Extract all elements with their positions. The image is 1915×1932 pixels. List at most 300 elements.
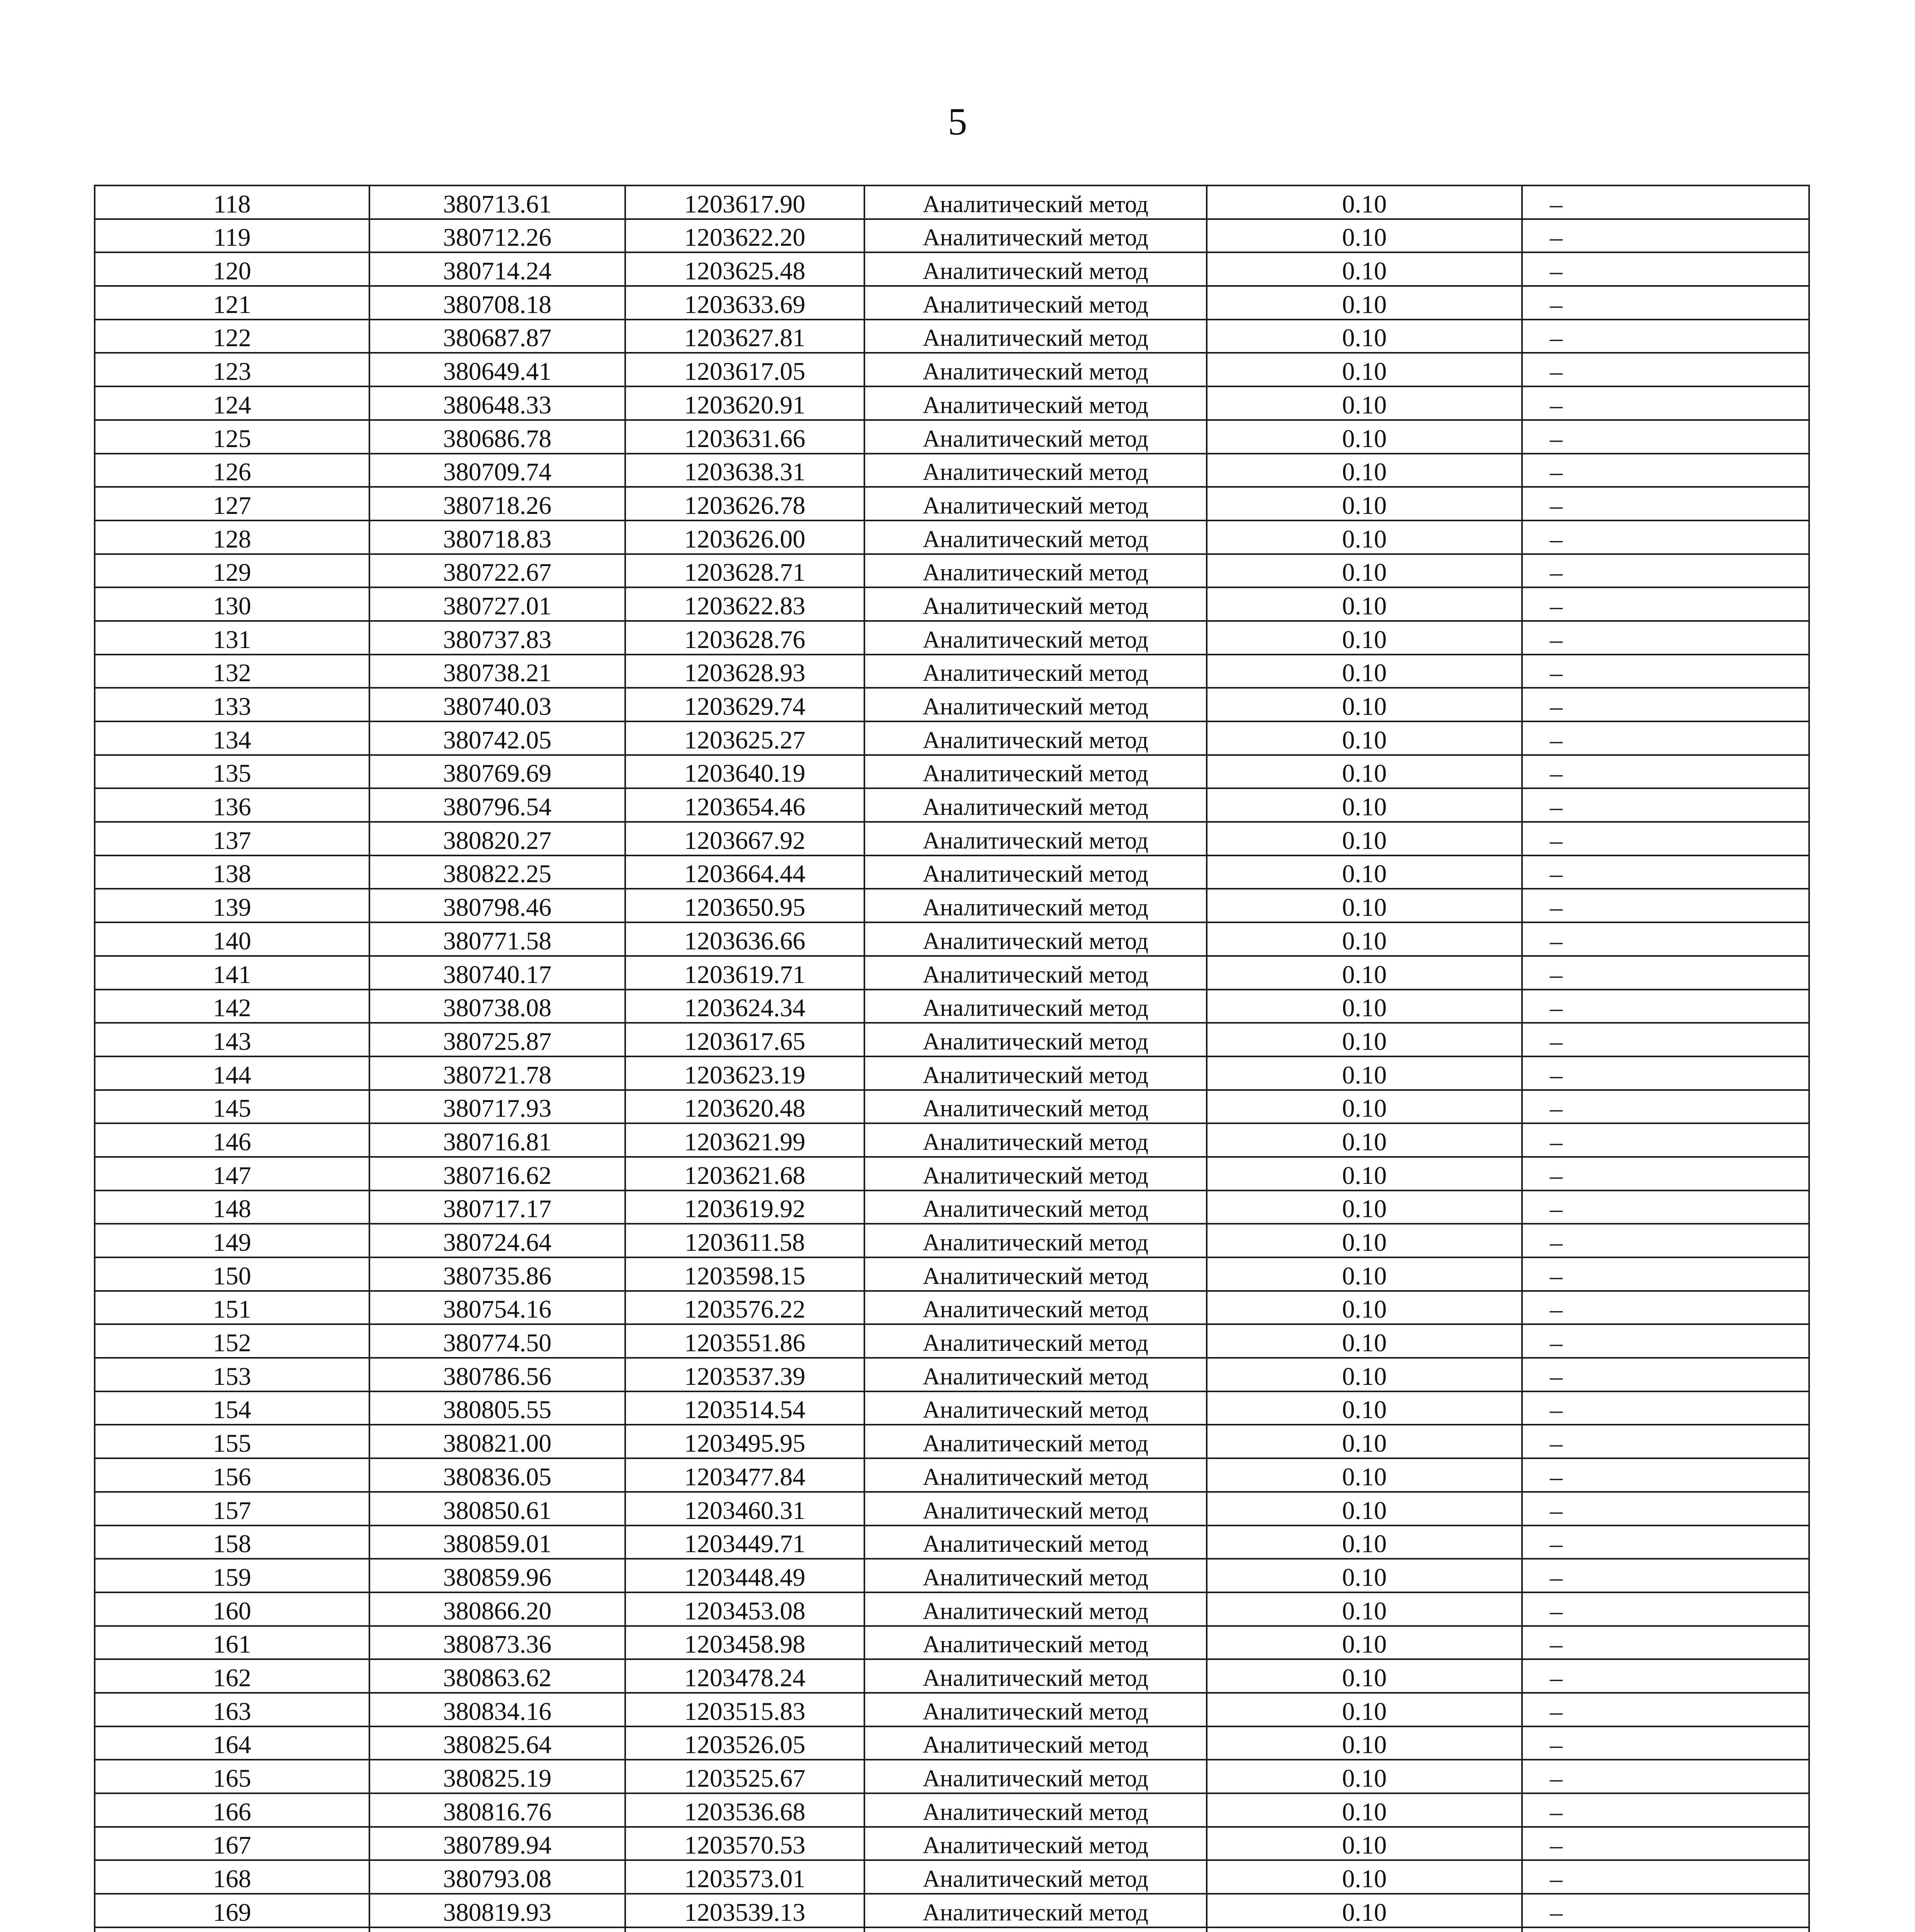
y-coordinate-cell: 1203617.90: [625, 185, 864, 219]
note-cell: –: [1522, 1291, 1809, 1325]
method-cell: Аналитический метод: [864, 1190, 1207, 1224]
y-coordinate-cell: 1203619.71: [625, 956, 864, 990]
point-number-cell: 160: [95, 1592, 369, 1626]
method-cell: Аналитический метод: [864, 956, 1207, 990]
y-coordinate-cell: 1203621.99: [625, 1123, 864, 1157]
table-row: [95, 1291, 1809, 1325]
table-row: [95, 889, 1809, 922]
y-coordinate-cell: 1203460.31: [625, 1492, 864, 1526]
y-coordinate-cell: 1203539.13: [625, 1894, 864, 1927]
x-coordinate-cell: 380796.54: [369, 788, 625, 822]
x-coordinate-cell: 380648.33: [369, 386, 625, 420]
y-coordinate-cell: 1203654.46: [625, 788, 864, 822]
table-row: [95, 922, 1809, 956]
note-cell: –: [1522, 420, 1809, 454]
note-cell: –: [1522, 1592, 1809, 1626]
y-coordinate-cell: 1203537.39: [625, 1358, 864, 1391]
method-cell: Аналитический метод: [864, 1526, 1207, 1559]
method-cell: Аналитический метод: [864, 386, 1207, 420]
y-coordinate-cell: 1203458.98: [625, 1626, 864, 1660]
note-cell: –: [1522, 889, 1809, 922]
accuracy-cell: 0.10: [1207, 922, 1522, 956]
note-cell: –: [1522, 1526, 1809, 1559]
table-row: [95, 1257, 1809, 1291]
accuracy-cell: 0.10: [1207, 1123, 1522, 1157]
point-number-cell: 155: [95, 1425, 369, 1458]
x-coordinate-cell: 380738.21: [369, 655, 625, 688]
x-coordinate-cell: 380737.83: [369, 621, 625, 655]
note-cell: –: [1522, 1190, 1809, 1224]
accuracy-cell: 0.10: [1207, 1592, 1522, 1626]
accuracy-cell: 0.10: [1207, 454, 1522, 487]
point-number-cell: 167: [95, 1827, 369, 1861]
note-cell: –: [1522, 587, 1809, 621]
accuracy-cell: 0.10: [1207, 1526, 1522, 1559]
x-coordinate-cell: 380798.46: [369, 889, 625, 922]
method-cell: Аналитический метод: [864, 487, 1207, 520]
method-cell: Аналитический метод: [864, 286, 1207, 320]
method-cell: Аналитический метод: [864, 554, 1207, 588]
point-number-cell: [95, 1927, 369, 1932]
method-cell: Аналитический метод: [864, 1626, 1207, 1660]
note-cell: –: [1522, 1023, 1809, 1056]
method-cell: Аналитический метод: [864, 454, 1207, 487]
table-row: [95, 1090, 1809, 1124]
note-cell: –: [1522, 386, 1809, 420]
y-coordinate-cell: 1203622.20: [625, 219, 864, 253]
accuracy-cell: 0.10: [1207, 1693, 1522, 1726]
y-coordinate-cell: 1203526.05: [625, 1726, 864, 1760]
point-number-cell: 148: [95, 1190, 369, 1224]
y-coordinate-cell: 1203551.86: [625, 1324, 864, 1358]
point-number-cell: 123: [95, 353, 369, 386]
accuracy-cell: 0.10: [1207, 420, 1522, 454]
point-number-cell: 158: [95, 1526, 369, 1559]
note-cell: –: [1522, 1726, 1809, 1760]
table-row: [95, 1693, 1809, 1726]
method-cell: Аналитический метод: [864, 1425, 1207, 1458]
note-cell: –: [1522, 185, 1809, 219]
note-cell: –: [1522, 1559, 1809, 1592]
x-coordinate-cell: 380714.24: [369, 252, 625, 286]
accuracy-cell: 0.10: [1207, 755, 1522, 789]
method-cell: Аналитический метод: [864, 755, 1207, 789]
accuracy-cell: 0.10: [1207, 822, 1522, 855]
note-cell: –: [1522, 922, 1809, 956]
table-row: [95, 621, 1809, 655]
table-row: [95, 1659, 1809, 1693]
table-row: [95, 1726, 1809, 1760]
note-cell: –: [1522, 1659, 1809, 1693]
accuracy-cell: 0.10: [1207, 320, 1522, 353]
table-row: [95, 1592, 1809, 1626]
y-coordinate-cell: 1203628.93: [625, 655, 864, 688]
y-coordinate-cell: 1203453.08: [625, 1592, 864, 1626]
page-number: 5: [948, 100, 967, 143]
x-coordinate-cell: 380724.64: [369, 1224, 625, 1257]
x-coordinate-cell: 380712.26: [369, 219, 625, 253]
table-row: [95, 320, 1809, 353]
method-cell: Аналитический метод: [864, 320, 1207, 353]
table-row: [95, 1793, 1809, 1827]
point-number-cell: 166: [95, 1793, 369, 1827]
note-cell: –: [1522, 990, 1809, 1023]
accuracy-cell: 0.10: [1207, 1860, 1522, 1894]
point-number-cell: 142: [95, 990, 369, 1023]
point-number-cell: 149: [95, 1224, 369, 1257]
table-row: [95, 1123, 1809, 1157]
accuracy-cell: 0.10: [1207, 185, 1522, 219]
method-cell: Аналитический метод: [864, 1257, 1207, 1291]
point-number-cell: 145: [95, 1090, 369, 1124]
y-coordinate-cell: 1203576.22: [625, 1291, 864, 1325]
point-number-cell: 147: [95, 1157, 369, 1190]
y-coordinate-cell: 1203620.48: [625, 1090, 864, 1124]
point-number-cell: 152: [95, 1324, 369, 1358]
method-cell: Аналитический метод: [864, 1358, 1207, 1391]
accuracy-cell: 0.10: [1207, 788, 1522, 822]
table-row: [95, 554, 1809, 588]
y-coordinate-cell: 1203664.44: [625, 855, 864, 889]
accuracy-cell: 0.10: [1207, 621, 1522, 655]
note-cell: –: [1522, 1123, 1809, 1157]
point-number-cell: 136: [95, 788, 369, 822]
y-coordinate-cell: 1203619.92: [625, 1190, 864, 1224]
point-number-cell: 165: [95, 1760, 369, 1793]
method-cell: Аналитический метод: [864, 587, 1207, 621]
point-number-cell: 137: [95, 822, 369, 855]
accuracy-cell: 0.10: [1207, 587, 1522, 621]
method-cell: Аналитический метод: [864, 788, 1207, 822]
y-coordinate-cell: 1203611.58: [625, 1224, 864, 1257]
x-coordinate-cell: 380708.18: [369, 286, 625, 320]
y-coordinate-cell: 1203514.54: [625, 1391, 864, 1425]
point-number-cell: 130: [95, 587, 369, 621]
point-number-cell: 118: [95, 185, 369, 219]
point-number-cell: 135: [95, 755, 369, 789]
x-coordinate-cell: 380754.16: [369, 1291, 625, 1325]
x-coordinate-cell: 380863.62: [369, 1659, 625, 1693]
point-number-cell: 154: [95, 1391, 369, 1425]
y-coordinate-cell: 1203623.19: [625, 1056, 864, 1090]
accuracy-cell: 0.10: [1207, 1425, 1522, 1458]
point-number-cell: 138: [95, 855, 369, 889]
accuracy-cell: 0.10: [1207, 1659, 1522, 1693]
note-cell: –: [1522, 1056, 1809, 1090]
accuracy-cell: 0.10: [1207, 1492, 1522, 1526]
y-coordinate-cell: 1203625.27: [625, 721, 864, 755]
accuracy-cell: 0.10: [1207, 554, 1522, 588]
point-number-cell: 126: [95, 454, 369, 487]
note-cell: –: [1522, 621, 1809, 655]
table-row: [95, 420, 1809, 454]
note-cell: –: [1522, 520, 1809, 554]
method-cell: Аналитический метод: [864, 185, 1207, 219]
x-coordinate-cell: 380709.74: [369, 454, 625, 487]
point-number-cell: 146: [95, 1123, 369, 1157]
x-coordinate-cell: 380789.94: [369, 1827, 625, 1861]
note-cell: –: [1522, 454, 1809, 487]
y-coordinate-cell: 1203625.48: [625, 252, 864, 286]
x-coordinate-cell: 380859.96: [369, 1559, 625, 1592]
point-number-cell: 157: [95, 1492, 369, 1526]
note-cell: –: [1522, 788, 1809, 822]
point-number-cell: 164: [95, 1726, 369, 1760]
table-row: [95, 1391, 1809, 1425]
x-coordinate-cell: 380771.58: [369, 922, 625, 956]
note-cell: –: [1522, 721, 1809, 755]
y-coordinate-cell: 1203638.31: [625, 454, 864, 487]
table-row: [95, 286, 1809, 320]
method-cell: Аналитический метод: [864, 1291, 1207, 1325]
y-coordinate-cell: 1203477.84: [625, 1458, 864, 1492]
point-number-cell: 133: [95, 688, 369, 721]
x-coordinate-cell: 380805.55: [369, 1391, 625, 1425]
note-cell: –: [1522, 1157, 1809, 1190]
note-cell: –: [1522, 1894, 1809, 1927]
x-coordinate-cell: 380722.67: [369, 554, 625, 588]
method-cell: Аналитический метод: [864, 353, 1207, 386]
method-cell: Аналитический метод: [864, 688, 1207, 721]
note-cell: –: [1522, 353, 1809, 386]
method-cell: Аналитический метод: [864, 1693, 1207, 1726]
method-cell: Аналитический метод: [864, 1760, 1207, 1793]
x-coordinate-cell: 380774.50: [369, 1324, 625, 1358]
y-coordinate-cell: 1203449.71: [625, 1526, 864, 1559]
method-cell: Аналитический метод: [864, 1056, 1207, 1090]
method-cell: Аналитический метод: [864, 1157, 1207, 1190]
y-coordinate-cell: 1203626.00: [625, 520, 864, 554]
table-row: [95, 587, 1809, 621]
method-cell: Аналитический метод: [864, 1592, 1207, 1626]
table-row: [95, 990, 1809, 1023]
x-coordinate-cell: 380738.08: [369, 990, 625, 1023]
table-row: [95, 822, 1809, 855]
accuracy-cell: 0.10: [1207, 1224, 1522, 1257]
accuracy-cell: 0.10: [1207, 1559, 1522, 1592]
point-number-cell: 153: [95, 1358, 369, 1391]
accuracy-cell: 0.10: [1207, 688, 1522, 721]
x-coordinate-cell: 380822.25: [369, 855, 625, 889]
point-number-cell: 124: [95, 386, 369, 420]
y-coordinate-cell: 1203628.71: [625, 554, 864, 588]
method-cell: Аналитический метод: [864, 990, 1207, 1023]
point-number-cell: 151: [95, 1291, 369, 1325]
x-coordinate-cell: 380786.56: [369, 1358, 625, 1391]
accuracy-cell: 0.10: [1207, 353, 1522, 386]
table-row: [95, 219, 1809, 253]
table-row: [95, 1224, 1809, 1257]
y-coordinate-cell: 1203633.69: [625, 286, 864, 320]
accuracy-cell: 0.10: [1207, 1726, 1522, 1760]
accuracy-cell: 0.10: [1207, 219, 1522, 253]
method-cell: Аналитический метод: [864, 1090, 1207, 1124]
x-coordinate-cell: 380873.36: [369, 1626, 625, 1660]
x-coordinate-cell: 380735.86: [369, 1257, 625, 1291]
note-cell: –: [1522, 554, 1809, 588]
y-coordinate-cell: 1203495.95: [625, 1425, 864, 1458]
point-number-cell: 159: [95, 1559, 369, 1592]
y-coordinate-cell: 1203629.74: [625, 688, 864, 721]
point-number-cell: 141: [95, 956, 369, 990]
table-row: [95, 1894, 1809, 1927]
table-row: [95, 1023, 1809, 1056]
point-number-cell: 131: [95, 621, 369, 655]
x-coordinate-cell: 380769.69: [369, 755, 625, 789]
y-coordinate-cell: 1203627.81: [625, 320, 864, 353]
y-coordinate-cell: 1203640.19: [625, 755, 864, 789]
table-row: [95, 1526, 1809, 1559]
accuracy-cell: 0.10: [1207, 1793, 1522, 1827]
x-coordinate-cell: 380649.41: [369, 353, 625, 386]
y-coordinate-cell: 1203622.83: [625, 587, 864, 621]
point-number-cell: 163: [95, 1693, 369, 1726]
y-coordinate-cell: 1203573.01: [625, 1860, 864, 1894]
note-cell: –: [1522, 688, 1809, 721]
x-coordinate-cell: 380866.20: [369, 1592, 625, 1626]
x-coordinate-cell: 380687.87: [369, 320, 625, 353]
method-cell: Аналитический метод: [864, 855, 1207, 889]
table-row: [95, 655, 1809, 688]
accuracy-cell: 0.10: [1207, 487, 1522, 520]
method-cell: Аналитический метод: [864, 1123, 1207, 1157]
method-cell: Аналитический метод: [864, 1894, 1207, 1927]
accuracy-cell: 0.10: [1207, 655, 1522, 688]
accuracy-cell: 0.10: [1207, 1324, 1522, 1358]
note-cell: –: [1522, 1358, 1809, 1391]
accuracy-cell: 0.10: [1207, 1358, 1522, 1391]
x-coordinate-cell: 380850.61: [369, 1492, 625, 1526]
note-cell: –: [1522, 1391, 1809, 1425]
x-coordinate-cell: 380836.05: [369, 1458, 625, 1492]
method-cell: [864, 1927, 1207, 1932]
accuracy-cell: 0.10: [1207, 1257, 1522, 1291]
method-cell: Аналитический метод: [864, 721, 1207, 755]
table-row: [95, 185, 1809, 219]
method-cell: Аналитический метод: [864, 252, 1207, 286]
note-cell: [1522, 1927, 1809, 1932]
point-number-cell: 150: [95, 1257, 369, 1291]
table-row: [95, 956, 1809, 990]
note-cell: –: [1522, 1827, 1809, 1861]
y-coordinate-cell: 1203621.68: [625, 1157, 864, 1190]
x-coordinate-cell: 380793.08: [369, 1860, 625, 1894]
accuracy-cell: 0.10: [1207, 855, 1522, 889]
point-number-cell: 156: [95, 1458, 369, 1492]
accuracy-cell: 0.10: [1207, 1090, 1522, 1124]
x-coordinate-cell: 380834.16: [369, 1693, 625, 1726]
x-coordinate-cell: 380716.81: [369, 1123, 625, 1157]
point-number-cell: 119: [95, 219, 369, 253]
point-number-cell: 125: [95, 420, 369, 454]
table-row: [95, 1425, 1809, 1458]
accuracy-cell: 0.10: [1207, 1023, 1522, 1056]
table-row: [95, 1927, 1809, 1932]
x-coordinate-cell: [369, 1927, 625, 1932]
x-coordinate-cell: 380820.27: [369, 822, 625, 855]
table-row: [95, 1492, 1809, 1526]
method-cell: Аналитический метод: [864, 520, 1207, 554]
note-cell: –: [1522, 755, 1809, 789]
accuracy-cell: [1207, 1927, 1522, 1932]
y-coordinate-cell: 1203617.65: [625, 1023, 864, 1056]
x-coordinate-cell: 380821.00: [369, 1425, 625, 1458]
point-number-cell: 161: [95, 1626, 369, 1660]
note-cell: –: [1522, 1324, 1809, 1358]
point-number-cell: 132: [95, 655, 369, 688]
point-number-cell: 121: [95, 286, 369, 320]
table-row: [95, 487, 1809, 520]
note-cell: –: [1522, 1257, 1809, 1291]
point-number-cell: 169: [95, 1894, 369, 1927]
point-number-cell: 139: [95, 889, 369, 922]
method-cell: Аналитический метод: [864, 1860, 1207, 1894]
accuracy-cell: 0.10: [1207, 956, 1522, 990]
table-row: [95, 1559, 1809, 1592]
method-cell: Аналитический метод: [864, 1726, 1207, 1760]
table-row: [95, 353, 1809, 386]
method-cell: Аналитический метод: [864, 1391, 1207, 1425]
method-cell: Аналитический метод: [864, 1793, 1207, 1827]
y-coordinate-cell: 1203570.53: [625, 1827, 864, 1861]
note-cell: –: [1522, 286, 1809, 320]
table-row: [95, 1190, 1809, 1224]
point-number-cell: 162: [95, 1659, 369, 1693]
table-row: [95, 1458, 1809, 1492]
table-row: [95, 1860, 1809, 1894]
method-cell: Аналитический метод: [864, 1559, 1207, 1592]
table-row: [95, 721, 1809, 755]
y-coordinate-cell: 1203667.92: [625, 822, 864, 855]
point-number-cell: 128: [95, 520, 369, 554]
table-row: [95, 1827, 1809, 1861]
method-cell: Аналитический метод: [864, 889, 1207, 922]
x-coordinate-cell: 380717.93: [369, 1090, 625, 1124]
table-row: [95, 1626, 1809, 1660]
accuracy-cell: 0.10: [1207, 1291, 1522, 1325]
point-number-cell: 144: [95, 1056, 369, 1090]
method-cell: Аналитический метод: [864, 1659, 1207, 1693]
point-number-cell: 127: [95, 487, 369, 520]
table-row: [95, 688, 1809, 721]
y-coordinate-cell: 1203631.66: [625, 420, 864, 454]
x-coordinate-cell: 380740.03: [369, 688, 625, 721]
accuracy-cell: 0.10: [1207, 1626, 1522, 1660]
x-coordinate-cell: 380825.19: [369, 1760, 625, 1793]
x-coordinate-cell: 380819.93: [369, 1894, 625, 1927]
point-number-cell: 129: [95, 554, 369, 588]
method-cell: Аналитический метод: [864, 1492, 1207, 1526]
accuracy-cell: 0.10: [1207, 1190, 1522, 1224]
x-coordinate-cell: 380825.64: [369, 1726, 625, 1760]
y-coordinate-cell: [625, 1927, 864, 1932]
note-cell: –: [1522, 1626, 1809, 1660]
y-coordinate-cell: 1203598.15: [625, 1257, 864, 1291]
accuracy-cell: 0.10: [1207, 1056, 1522, 1090]
table-row: [95, 386, 1809, 420]
note-cell: –: [1522, 1492, 1809, 1526]
note-cell: –: [1522, 487, 1809, 520]
x-coordinate-cell: 380742.05: [369, 721, 625, 755]
x-coordinate-cell: 380725.87: [369, 1023, 625, 1056]
method-cell: Аналитический метод: [864, 219, 1207, 253]
note-cell: –: [1522, 655, 1809, 688]
y-coordinate-cell: 1203536.68: [625, 1793, 864, 1827]
table-row: [95, 755, 1809, 789]
method-cell: Аналитический метод: [864, 1324, 1207, 1358]
method-cell: Аналитический метод: [864, 420, 1207, 454]
method-cell: Аналитический метод: [864, 922, 1207, 956]
